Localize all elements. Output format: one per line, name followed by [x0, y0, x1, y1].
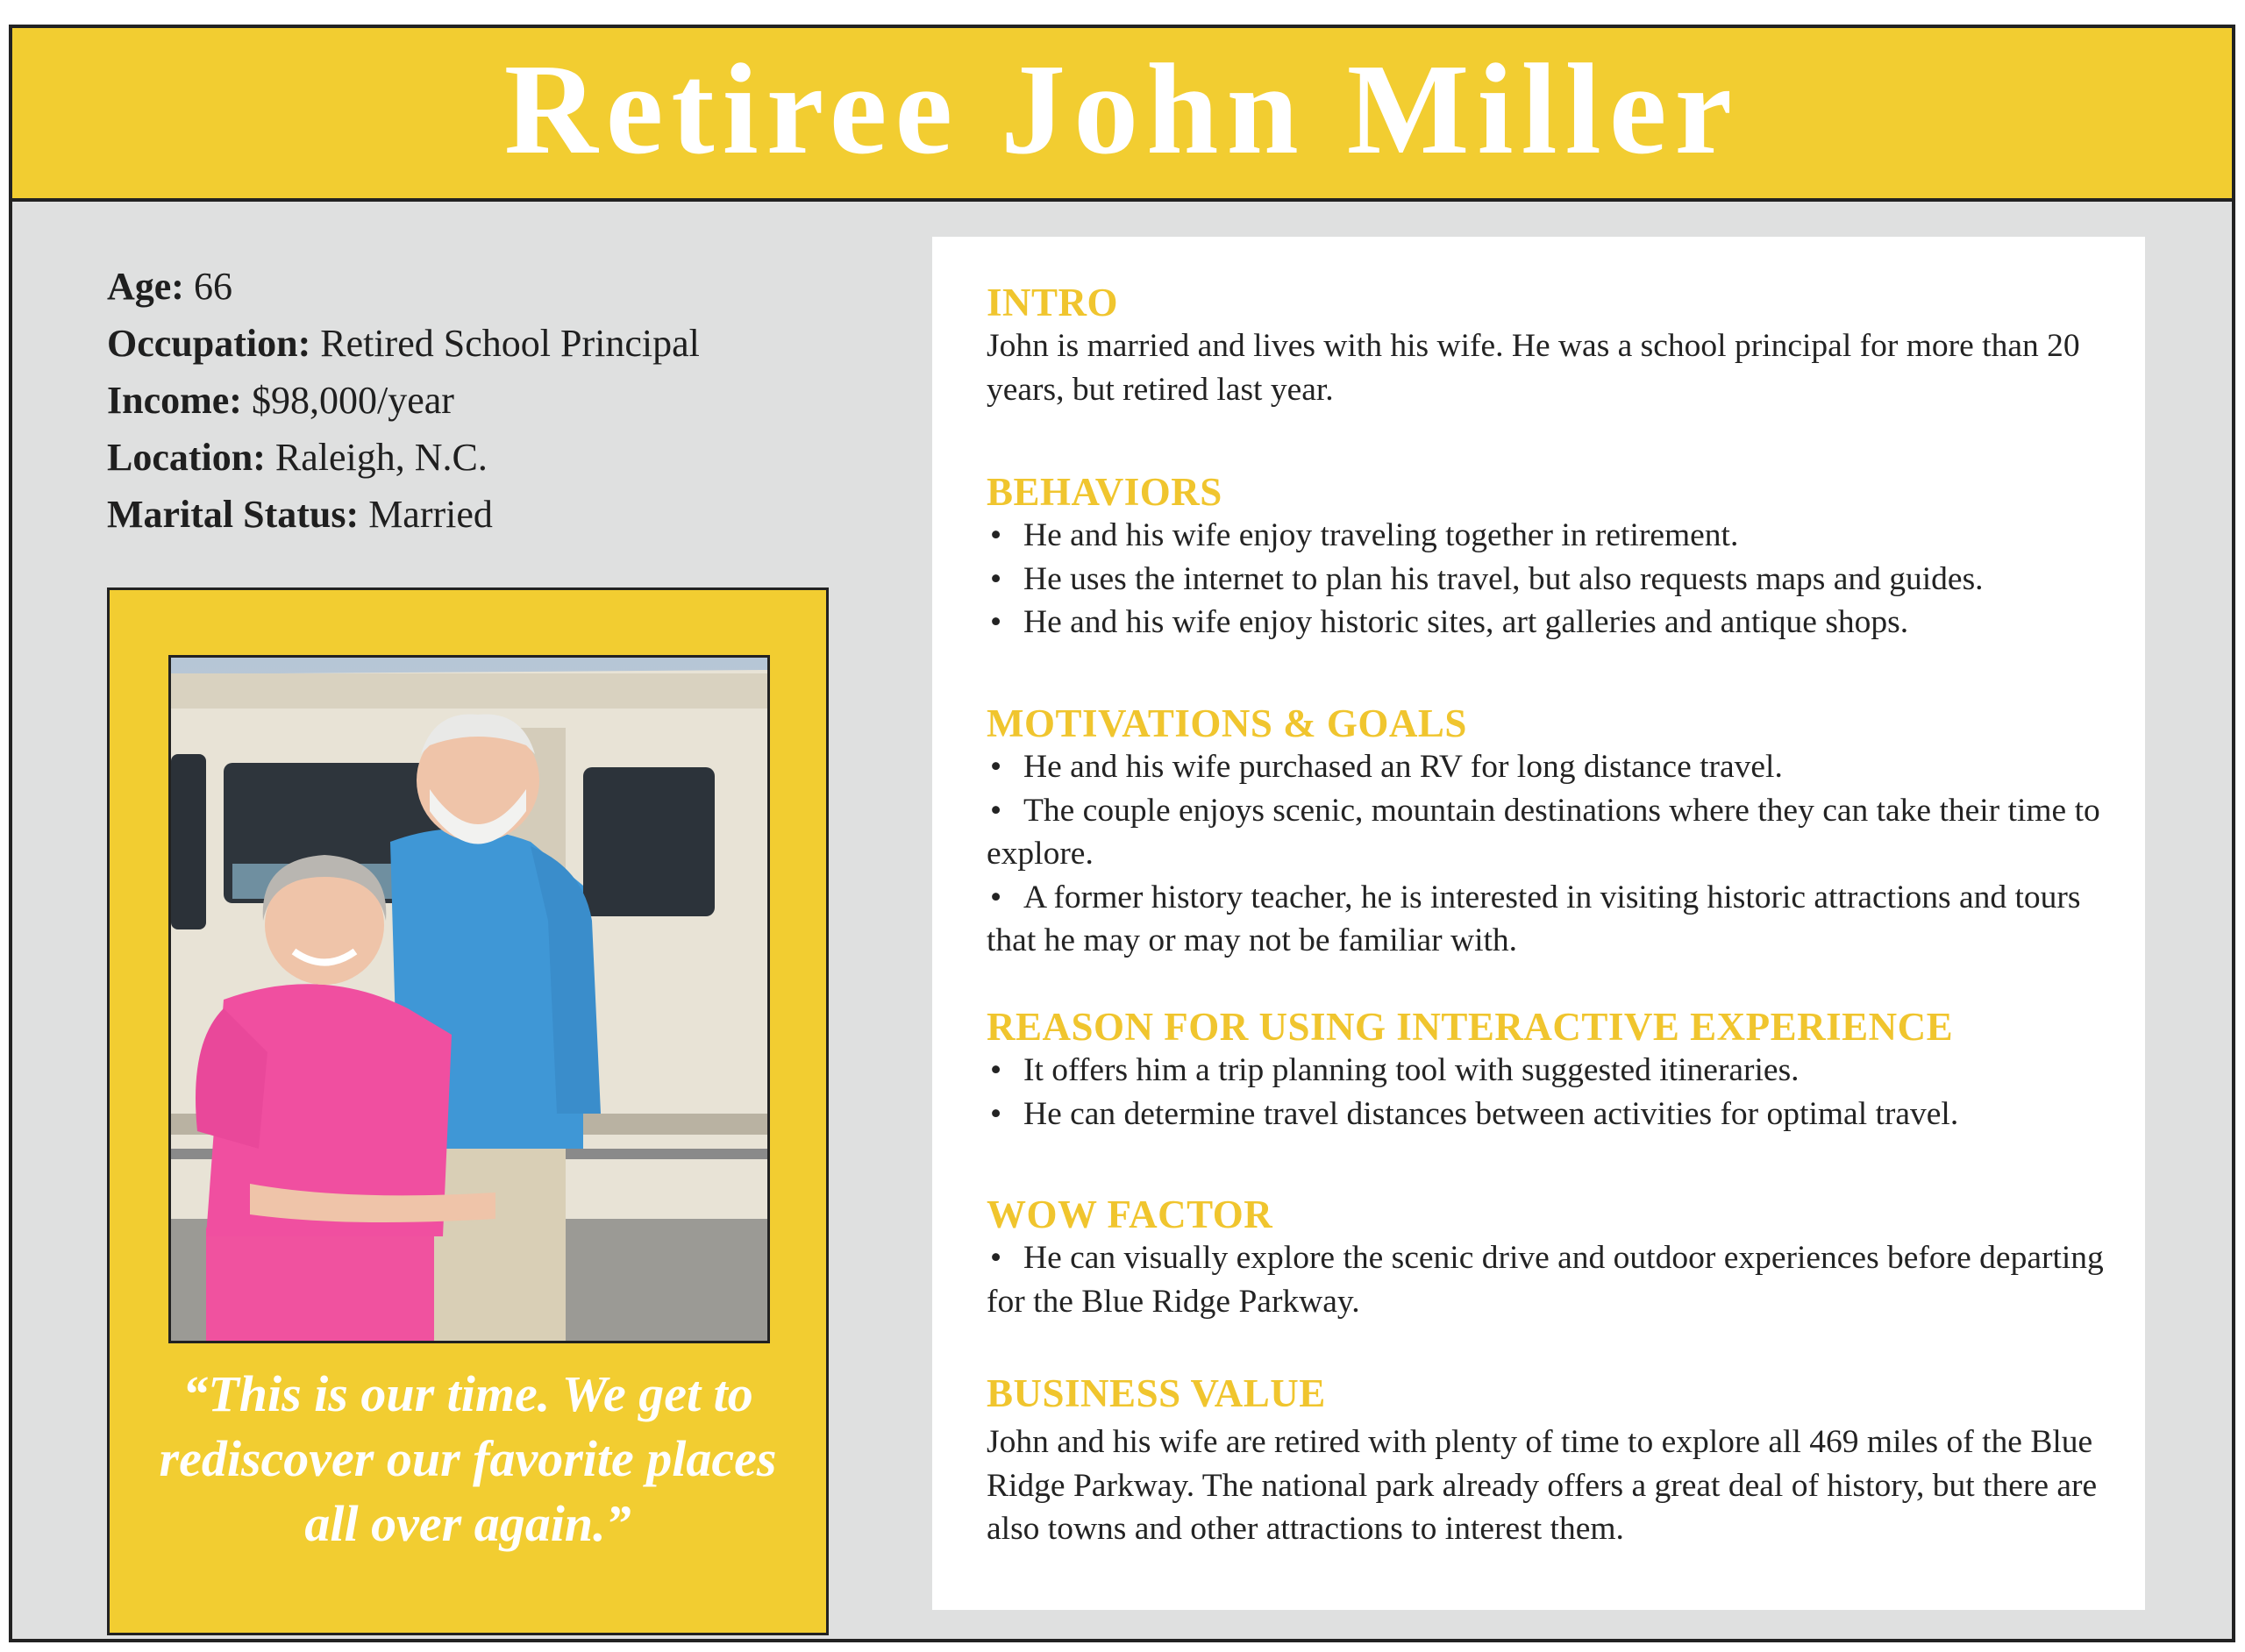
profile-facts [107, 258, 700, 543]
fact-label: Income: [107, 379, 242, 422]
fact-label: Age: [107, 265, 184, 308]
bullet-icon: • [990, 1095, 1002, 1132]
quote-line: all over again.” [304, 1495, 631, 1552]
profile-location [107, 429, 700, 486]
page-title: Retiree John Miller [503, 38, 1741, 182]
bullet-text: He can determine travel distances between activities for optimal travel. [1023, 1095, 1959, 1132]
section-motivations [987, 701, 2118, 963]
section-heading: BUSINESS VALUE [987, 1371, 1326, 1415]
section-text: John and his wife are retired with plenty of time to explore all 469 miles of the Blue Ridge Parkway. The national park already offers a great deal of history, but there are also towns and other attractions to interest them. [987, 1424, 2098, 1547]
bullet-item [987, 876, 2118, 963]
bullet-text: The couple enjoys scenic, mountain destinations where they can take their time to explore. [987, 792, 2100, 872]
fact-value: Raleigh, N.C. [274, 436, 488, 479]
couple-rv-illustration [171, 658, 767, 1341]
fact-label: Marital Status: [107, 493, 360, 536]
bullet-text: He and his wife enjoy historic sites, art galleries and antique shops. [1023, 604, 1909, 640]
profile-age [107, 258, 700, 315]
section-wow-factor [987, 1193, 2118, 1323]
bullet-icon: • [990, 1052, 1002, 1088]
bullet-item [987, 745, 2118, 789]
bullet-text: He uses the internet to plan his travel, but also requests maps and guides. [1023, 560, 1984, 597]
section-text: John is married and lives with his wife. He was a school principal for more than 20 years, but retired last year. [987, 328, 2080, 408]
section-reason [987, 1005, 2118, 1136]
fact-label: Location: [107, 436, 266, 479]
bullet-text: He and his wife enjoy traveling together in retirement. [1023, 517, 1739, 553]
bullet-icon: • [990, 792, 1002, 829]
bullet-text: He can visually explore the scenic drive and outdoor experiences before departing for the Blue Ridge Parkway. [987, 1240, 2104, 1320]
bullet-item [987, 558, 2118, 602]
fact-value: $98,000/year [251, 379, 454, 422]
title-banner [12, 28, 2232, 202]
bullet-icon: • [990, 749, 1002, 785]
quote-line: “This is our time. We get to [182, 1365, 753, 1422]
details-panel [932, 237, 2145, 1610]
section-intro [987, 281, 2118, 411]
bullet-icon: • [990, 604, 1002, 640]
persona-card [9, 25, 2235, 1642]
bullet-item [987, 789, 2118, 876]
bullet-icon: • [990, 879, 1002, 915]
bullet-icon: • [990, 1240, 1002, 1276]
section-heading: WOW FACTOR [987, 1193, 1273, 1236]
bullet-item [987, 1049, 2118, 1093]
bullet-text: He and his wife purchased an RV for long distance travel. [1023, 749, 1783, 785]
profile-occupation [107, 315, 700, 372]
bullet-icon: • [990, 560, 1002, 597]
profile-income [107, 372, 700, 429]
bullet-icon: • [990, 517, 1002, 553]
bullet-text: It offers him a trip planning tool with suggested itineraries. [1023, 1052, 1800, 1088]
photo-frame [107, 587, 829, 1635]
section-business-value [987, 1371, 2118, 1551]
section-behaviors [987, 470, 2118, 644]
bullet-item [987, 514, 2118, 558]
fact-value: Retired School Principal [320, 322, 700, 365]
fact-label: Occupation: [107, 322, 311, 365]
profile-marital-status [107, 486, 700, 543]
section-heading: INTRO [987, 281, 1119, 324]
quote-line: rediscover our favorite places [159, 1430, 777, 1487]
fact-value: 66 [193, 265, 232, 308]
bullet-item [987, 601, 2118, 644]
bullet-item [987, 1093, 2118, 1136]
fact-value: Married [368, 493, 493, 536]
section-heading: REASON FOR USING INTERACTIVE EXPERIENCE [987, 1005, 1954, 1049]
section-heading: MOTIVATIONS & GOALS [987, 701, 1467, 745]
couple-photo [168, 655, 770, 1343]
persona-quote [127, 1362, 809, 1556]
section-heading: BEHAVIORS [987, 470, 1222, 514]
bullet-text: A former history teacher, he is interested in visiting historic attractions and tours that he may or may not be familiar with. [987, 879, 2081, 958]
bullet-item [987, 1236, 2118, 1323]
